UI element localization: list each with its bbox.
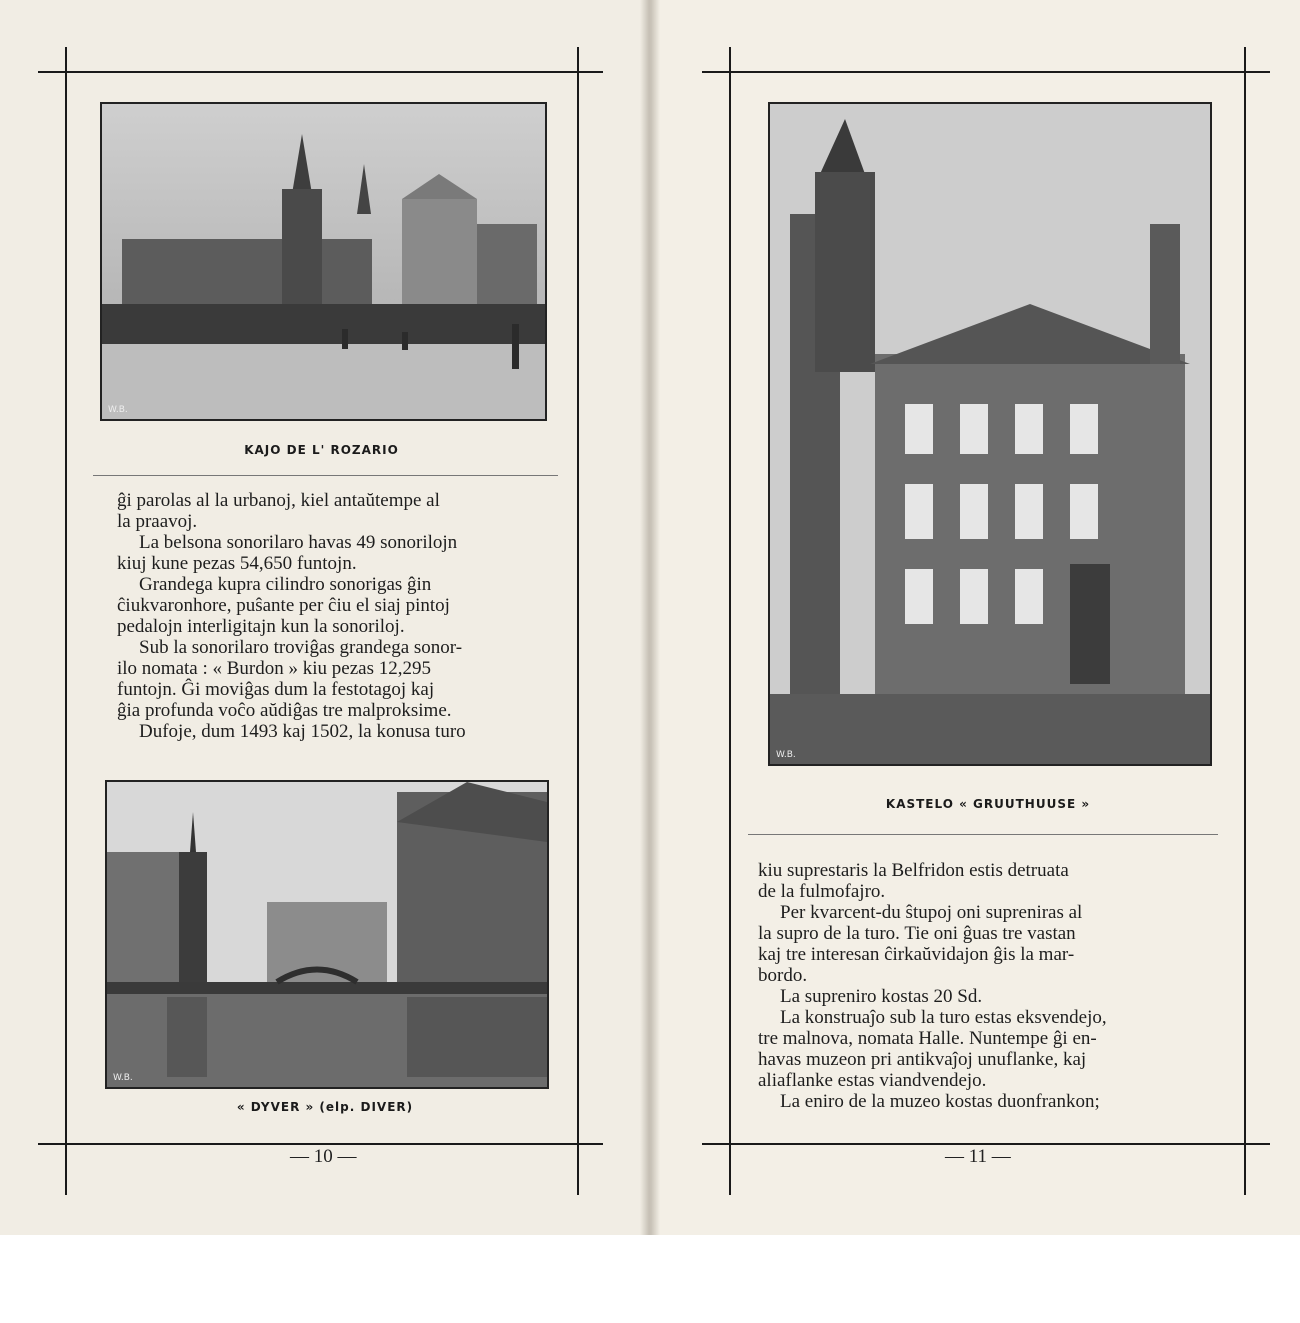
text-line: la supro de la turo. Tie oni ĝuas tre vastan — [758, 923, 1076, 944]
right-frame-bottom-rule — [702, 1143, 1270, 1145]
bottom-margin — [0, 1235, 1300, 1323]
left-body-text — [117, 490, 529, 742]
photo-dyver-canal — [105, 780, 549, 1089]
book-gutter — [640, 0, 660, 1235]
text-line: pedalojn interligitajn kun la sonoriloj. — [117, 616, 405, 637]
page-number-left: — 10 — — [290, 1146, 357, 1167]
photo-gruuthuuse-castle — [768, 102, 1212, 766]
text-line: ilo nomata : « Burdon » kiu pezas 12,295 — [117, 658, 431, 679]
caption-dyver: « DYVER » (elp. DIVER) — [236, 1100, 414, 1114]
right-body-text — [758, 860, 1210, 1112]
left-frame-top-rule — [38, 71, 603, 73]
text-line: Grandega kupra cilindro sonorigas ĝin — [139, 574, 432, 595]
text-line: bordo. — [758, 965, 808, 986]
text-line: La konstruaĵo sub la turo estas eksvendejo, — [780, 1007, 1107, 1028]
left-frame-bottom-rule — [38, 1143, 603, 1145]
text-line: kiu suprestaris la Belfridon estis detruata — [758, 860, 1069, 881]
text-line: havas muzeon pri antikvaĵoj unuflanke, kaj — [758, 1049, 1087, 1070]
text-line: Per kvarcent-du ŝtupoj oni supreniras al — [780, 902, 1083, 923]
text-line: Dufoje, dum 1493 kaj 1502, la konusa turo — [139, 721, 466, 742]
left-caption-separator — [93, 475, 558, 476]
text-line: kiuj kune pezas 54,650 funtojn. — [117, 553, 357, 574]
photo-credit: W.B. — [776, 750, 796, 760]
page-number-right: — 11 — — [945, 1146, 1011, 1167]
text-line: Sub la sonorilaro troviĝas grandega sonor- — [139, 637, 463, 658]
text-line: La supreniro kostas 20 Sd. — [780, 986, 983, 1007]
text-line: ĉiukvaronhore, puŝante per ĉiu el siaj pintoj — [117, 595, 450, 616]
text-line: kaj tre interesan ĉirkaŭvidajon ĝis la mar- — [758, 944, 1075, 965]
photo-credit: W.B. — [113, 1073, 133, 1083]
text-line: la praavoj. — [117, 511, 198, 532]
gruuthuuse-illustration — [770, 104, 1210, 764]
right-frame-top-rule — [702, 71, 1270, 73]
caption-rosary-quay: KAJO DE L' ROZARIO — [244, 443, 399, 457]
text-line: La belsona sonorilaro havas 49 sonorilojn — [139, 532, 458, 553]
text-line: aliaflanke estas viandvendejo. — [758, 1070, 987, 1091]
text-line: de la fulmofajro. — [758, 881, 886, 902]
dyver-canal-illustration — [107, 782, 547, 1087]
right-frame-right-rule — [1244, 47, 1246, 1195]
left-frame-right-rule — [577, 47, 579, 1195]
text-line: tre malnova, nomata Halle. Nuntempe ĝi en- — [758, 1028, 1097, 1049]
right-frame-left-rule — [729, 47, 731, 1195]
text-line: ĝi parolas al la urbanoj, kiel antaŭtempe al — [117, 490, 440, 511]
rosary-quay-illustration — [102, 104, 545, 419]
right-caption-separator — [748, 834, 1218, 835]
photo-rosary-quay — [100, 102, 547, 421]
left-frame-left-rule — [65, 47, 67, 1195]
caption-gruuthuuse: KASTELO « GRUUTHUUSE » — [885, 797, 1091, 811]
text-line: funtojn. Ĝi moviĝas dum la festotagoj kaj — [117, 679, 435, 700]
text-line: ĝia profunda voĉo aŭdiĝas tre malproksime. — [117, 700, 452, 721]
text-line: La eniro de la muzeo kostas duonfrankon; — [780, 1091, 1100, 1112]
photo-credit: W.B. — [108, 405, 128, 415]
